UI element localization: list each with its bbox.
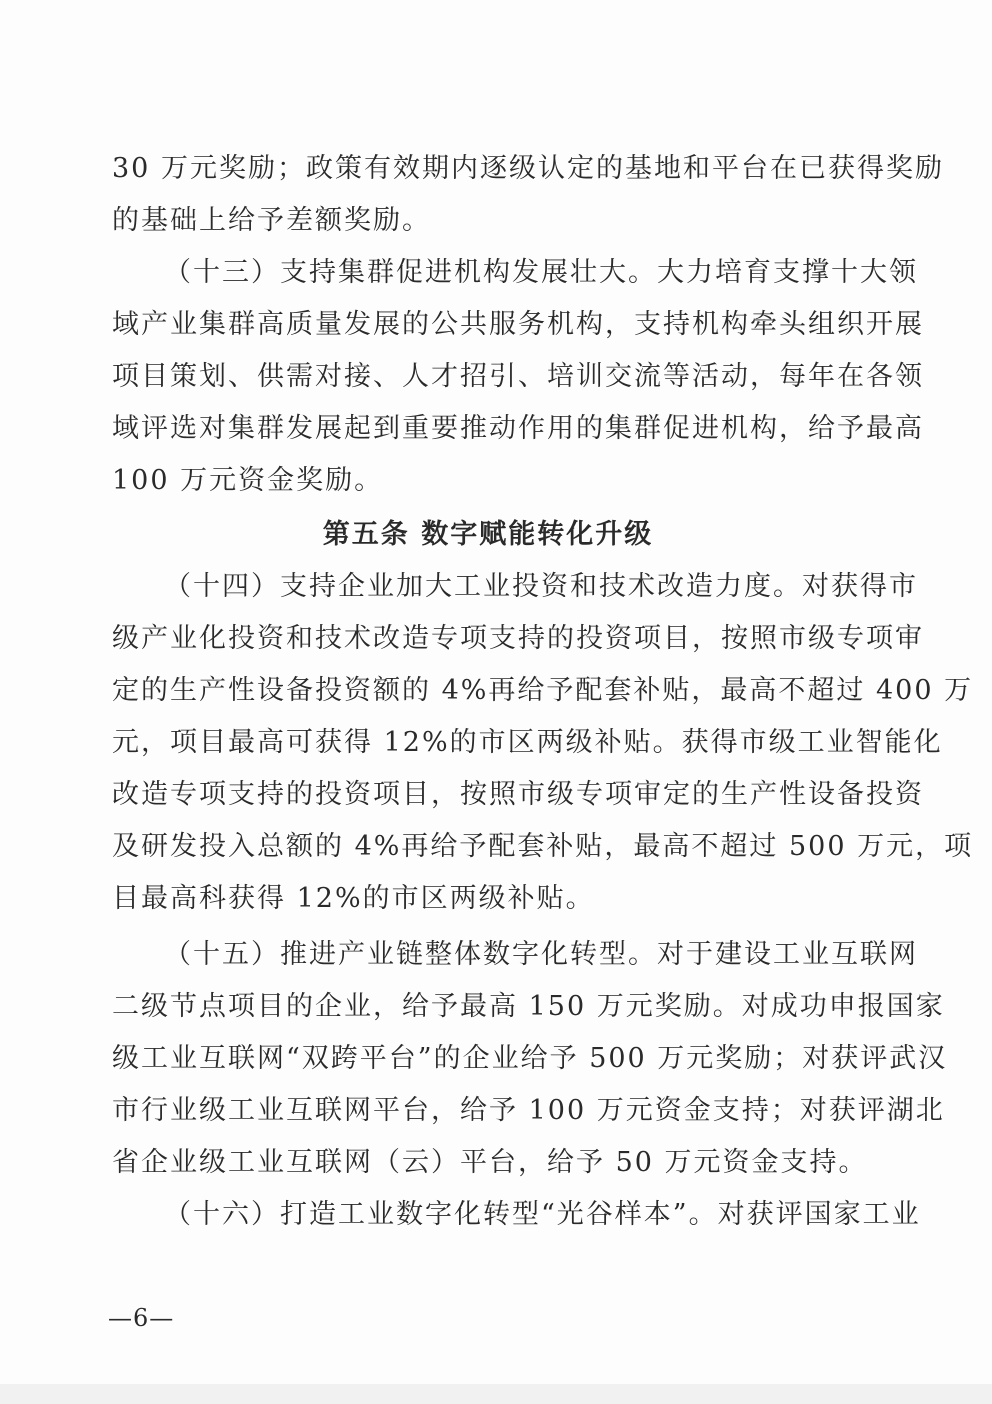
paragraph-14-line-5: 改造专项支持的投资项目，按照市级专项审定的生产性设备投资 (112, 779, 924, 810)
paragraph-15-line-2: 二级节点项目的企业，给予最高 150 万元奖励。对成功申报国家 (112, 991, 945, 1022)
paragraph-15-line-3: 级工业互联网“双跨平台”的企业给予 500 万元奖励；对获评武汉 (112, 1043, 948, 1074)
text-line-2: 的基础上给予差额奖励。 (112, 205, 431, 236)
paragraph-15-line-5: 省企业级工业互联网（云）平台，给予 50 万元资金支持。 (112, 1147, 868, 1178)
paragraph-13-line-1: （十三）支持集群促进机构发展壮大。大力培育支撑十大领 (164, 257, 918, 288)
paragraph-14-line-2: 级产业化投资和技术改造专项支持的投资项目，按照市级专项审 (112, 623, 924, 654)
section-heading: 第五条 数字赋能转化升级 (322, 519, 654, 550)
scan-bottom-band (0, 1384, 992, 1404)
paragraph-13-line-2: 域产业集群高质量发展的公共服务机构，支持机构牵头组织开展 (112, 309, 924, 340)
paragraph-15-line-4: 市行业级工业互联网平台，给予 100 万元资金支持；对获评湖北 (112, 1095, 945, 1126)
paragraph-14-line-7: 目最高科获得 12%的市区两级补贴。 (112, 883, 595, 914)
paragraph-13-line-3: 项目策划、供需对接、人才招引、培训交流等活动，每年在各领 (112, 361, 924, 392)
paragraph-15-line-1: （十五）推进产业链整体数字化转型。对于建设工业互联网 (164, 939, 918, 970)
page-number: —6— (108, 1304, 175, 1332)
paragraph-14-line-6: 及研发投入总额的 4%再给予配套补贴，最高不超过 500 万元，项 (112, 831, 974, 862)
paragraph-14-line-4: 元，项目最高可获得 12%的市区两级补贴。获得市级工业智能化 (112, 727, 943, 758)
paragraph-13-line-5: 100 万元资金奖励。 (112, 465, 384, 496)
paragraph-13-line-4: 域评选对集群发展起到重要推动作用的集群促进机构，给予最高 (112, 413, 924, 444)
paragraph-14-line-1: （十四）支持企业加大工业投资和技术改造力度。对获得市 (164, 571, 918, 602)
paragraph-16-line-1: （十六）打造工业数字化转型“光谷样本”。对获评国家工业 (164, 1199, 921, 1230)
paragraph-14-line-3: 定的生产性设备投资额的 4%再给予配套补贴，最高不超过 400 万 (112, 675, 974, 706)
text-line-1: 30 万元奖励；政策有效期内逐级认定的基地和平台在已获得奖励 (112, 153, 944, 184)
